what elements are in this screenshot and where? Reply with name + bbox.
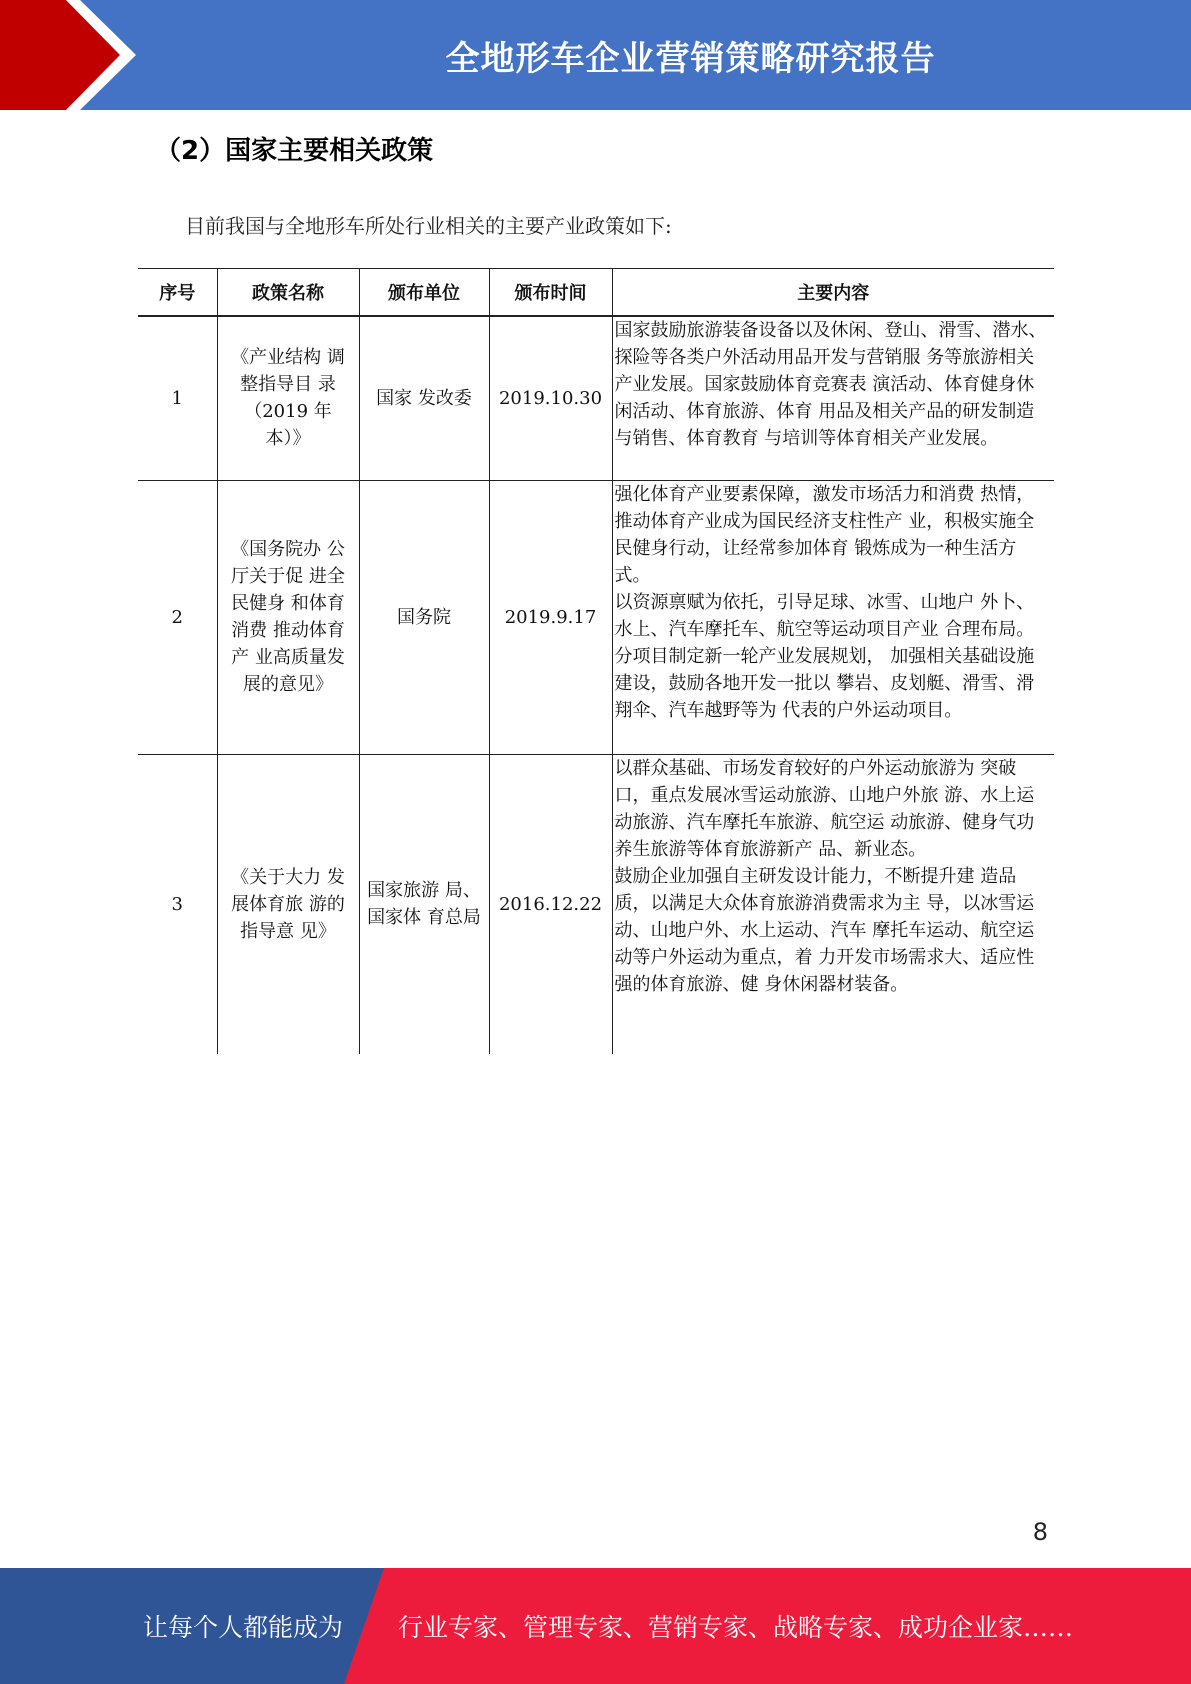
issuer: 国务院 xyxy=(359,480,489,754)
header-arrow-decoration xyxy=(0,0,150,110)
content-paragraph: 强化体育产业要素保障，激发市场活力和消费 热情，推动体育产业成为国民经济支柱性产 业，积极实施全民健身行动，让经常参加体育 锻炼成为一种生活方式。 xyxy=(614,483,1035,586)
content-paragraph: 国家鼓励旅游装备设备以及休闲、登山、滑雪、潜水、探险等各类户外活动用品开发与营销服 务等旅游相关产业发展。国家鼓励体育竞赛表 演活动、体育健身休闲活动、体育旅游、体育 用品及相关产品的研发制造与销售、体育教育 与培训等体育相关产业发展。 xyxy=(614,320,1047,449)
footer-slogan-left: 让每个人都能成为 xyxy=(143,1613,344,1642)
content-paragraph: 以群众基础、市场发育较好的户外运动旅游为 突破口，重点发展冰雪运动旅游、山地户外旅 游、水上运动旅游、汽车摩托车旅游、航空运 动旅游、健身气功养生旅游等体育旅游新产 品、新业态。 xyxy=(614,757,1035,860)
footer-slogan-right: 行业专家、管理专家、营销专家、战略专家、成功企业家…… xyxy=(398,1613,1074,1642)
page-header xyxy=(0,0,1191,110)
content-paragraph: 以资源禀赋为依托，引导足球、冰雪、山地户 外卜、水上、汽车摩托车、航空等运动项目产业 合理布局。分项目制定新一轮产业发展规划， 加强相关基础设施建设，鼓励各地开发一批以 攀岩、皮划艇、滑雪、滑翔伞、汽车越野等为 代表的户外运动项目。 xyxy=(614,591,1035,721)
page-footer xyxy=(0,1568,1191,1684)
section-heading: （2）国家主要相关政策 xyxy=(155,136,434,166)
main-content xyxy=(612,316,1054,480)
row-number: 3 xyxy=(138,754,217,1054)
policy-name: 《国务院办 公厅关于促 进全民健身 和体育消费 推动体育产 业高质量发 展的意见》 xyxy=(217,480,359,754)
issue-date: 2016.12.22 xyxy=(489,754,612,1054)
policy-name: 《产业结构 调整指导目 录（2019 年 本）》 xyxy=(217,316,359,480)
main-content xyxy=(612,480,1054,754)
table-header-row xyxy=(138,269,1054,317)
column-header-name: 政策名称 xyxy=(217,269,359,317)
column-header-issuer: 颁布单位 xyxy=(359,269,489,317)
issuer: 国家 发改委 xyxy=(359,316,489,480)
issue-date: 2019.10.30 xyxy=(489,316,612,480)
table-row xyxy=(138,754,1054,1054)
column-header-no: 序号 xyxy=(138,269,217,317)
intro-paragraph: 目前我国与全地形车所处行业相关的主要产业政策如下: xyxy=(185,214,672,238)
column-header-date: 颁布时间 xyxy=(489,269,612,317)
row-number: 2 xyxy=(138,480,217,754)
table-row xyxy=(138,316,1054,480)
issue-date: 2019.9.17 xyxy=(489,480,612,754)
policy-name: 《关于大力 发展体育旅 游的指导意 见》 xyxy=(217,754,359,1054)
column-header-content: 主要内容 xyxy=(612,269,1054,317)
page-number: 8 xyxy=(1032,1518,1048,1546)
content-paragraph: 鼓励企业加强自主研发设计能力，不断提升建 造品质，以满足大众体育旅游消费需求为主 导，以冰雪运动、山地户外、水上运动、汽车 摩托车运动、航空运动等户外运动为重点，着 力开发市场需求大、适应性强的体育旅游、健 身休闲器材装备。 xyxy=(614,865,1035,995)
policy-table xyxy=(138,268,1054,1054)
main-content xyxy=(612,754,1054,1054)
table-row xyxy=(138,480,1054,754)
row-number: 1 xyxy=(138,316,217,480)
issuer: 国家旅游 局、国家体 育总局 xyxy=(359,754,489,1054)
report-title: 全地形车企业营销策略研究报告 xyxy=(445,38,936,79)
